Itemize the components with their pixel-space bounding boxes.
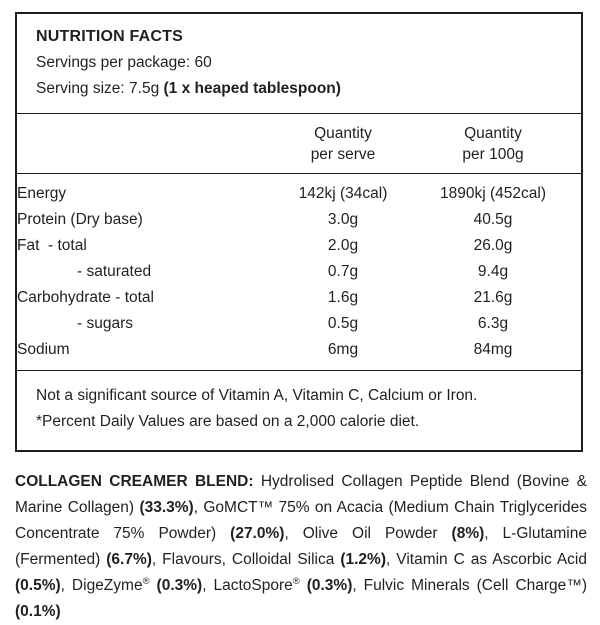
row-label: Energy <box>17 185 67 202</box>
spacer-cell <box>569 207 581 233</box>
ingredient-text: , GoMCT <box>193 499 258 516</box>
spacer-cell <box>569 285 581 311</box>
ingredient-text: , L-Glutamine (Fermented) <box>15 525 587 568</box>
row-value-per-100g: 84mg <box>417 337 569 371</box>
panel-title: NUTRITION FACTS <box>36 28 183 45</box>
ingredient-text <box>150 577 157 594</box>
spacer-cell <box>569 114 581 174</box>
nutrition-facts-panel <box>15 12 583 452</box>
note-significant-source: Not a significant source of Vitamin A, Vitamin C, Calcium or Iron. <box>36 387 478 404</box>
ingredient-text: , Flavours, Colloidal Silica <box>151 551 341 568</box>
nutrition-table-body <box>17 174 581 371</box>
ingredient-text <box>300 577 307 594</box>
serving-size-bold: (1 x heaped tablespoon) <box>163 80 341 97</box>
row-value-per-100g: 9.4g <box>477 263 509 280</box>
row-value-per-serve: 142kj (34cal) <box>298 185 388 202</box>
note-daily-values: *Percent Daily Values are based on a 2,000 calorie diet. <box>36 413 420 430</box>
ingredient-text: , Vitamin C as Ascorbic Acid <box>385 551 587 568</box>
table-row <box>17 233 581 259</box>
row-value-per-serve: 2.0g <box>327 237 359 254</box>
table-row <box>17 259 581 285</box>
row-value-per-100g: 21.6g <box>473 289 513 306</box>
ingredient-text: ) <box>581 577 587 594</box>
row-label: Carbohydrate - total <box>17 289 154 306</box>
column-header-line: per 100g <box>462 146 524 163</box>
spacer-cell <box>569 337 581 371</box>
ingredient-text: ® <box>292 575 300 587</box>
table-row <box>17 207 581 233</box>
ingredient-text: , DigeZyme <box>60 577 143 594</box>
row-label: - sugars <box>77 315 133 332</box>
table-row <box>17 174 581 208</box>
column-header-line: per serve <box>310 146 376 163</box>
table-row <box>17 285 581 311</box>
ingredient-text: Hydrolised Collagen Peptide Blend (Bovine & Marine Collagen) <box>15 473 587 516</box>
footer-notes <box>17 371 581 450</box>
row-label: Protein (Dry base) <box>17 211 143 228</box>
ingredient-percent: (33.3%) <box>139 499 194 516</box>
nutrition-table <box>17 113 581 371</box>
table-row <box>17 337 581 371</box>
row-label: - saturated <box>77 263 152 280</box>
ingredient-text: , LactoSpore <box>202 577 293 594</box>
ingredient-text: 75% on Acacia (Medium Chain Triglycerides Concentrate 75% Powder) <box>15 499 587 542</box>
row-value-per-serve: 6mg <box>269 337 417 371</box>
panel-header <box>17 14 581 113</box>
row-value-per-100g: 40.5g <box>473 211 513 228</box>
ingredient-text: ™ <box>257 499 274 516</box>
ingredient-percent: COLLAGEN CREAMER BLEND: <box>15 473 261 490</box>
ingredients-paragraph <box>15 469 587 625</box>
spacer-cell <box>569 311 581 337</box>
spacer-cell <box>569 233 581 259</box>
serving-size <box>36 76 562 102</box>
ingredient-percent: (8%) <box>451 525 485 542</box>
column-header-row <box>17 114 581 174</box>
ingredient-text: ® <box>142 575 150 587</box>
row-value-per-serve: 0.7g <box>327 263 359 280</box>
row-label: Fat - total <box>17 237 87 254</box>
ingredient-percent: (0.1%) <box>15 603 61 620</box>
spacer-cell <box>569 259 581 285</box>
row-label: Sodium <box>17 337 269 371</box>
ingredient-percent: (0.3%) <box>306 577 353 594</box>
row-value-per-100g: 26.0g <box>473 237 513 254</box>
ingredient-percent: (1.2%) <box>340 551 386 568</box>
row-value-per-100g: 1890kj (452cal) <box>440 185 546 202</box>
table-row <box>17 311 581 337</box>
ingredient-text: ™ <box>566 577 582 594</box>
ingredient-text: , Fulvic Minerals (Cell Charge <box>352 577 567 594</box>
ingredient-text: , Olive Oil Powder <box>284 525 452 542</box>
ingredient-percent: (6.7%) <box>106 551 152 568</box>
serving-size-prefix: Serving size: 7.5g <box>36 80 164 97</box>
empty-header-cell <box>17 114 269 174</box>
row-value-per-serve: 1.6g <box>327 289 359 306</box>
ingredient-percent: (27.0%) <box>230 525 285 542</box>
ingredient-percent: (0.3%) <box>156 577 203 594</box>
column-header-line: Quantity <box>314 125 372 142</box>
servings-per-package: Servings per package: 60 <box>36 54 212 71</box>
column-header-per-100g <box>417 114 569 174</box>
row-value-per-serve: 3.0g <box>327 211 359 228</box>
row-value-per-100g: 6.3g <box>477 315 509 332</box>
column-header-line: Quantity <box>464 125 522 142</box>
row-value-per-serve: 0.5g <box>327 315 359 332</box>
spacer-cell <box>569 174 581 208</box>
column-header-per-serve <box>269 114 417 174</box>
ingredient-percent: (0.5%) <box>15 577 61 594</box>
